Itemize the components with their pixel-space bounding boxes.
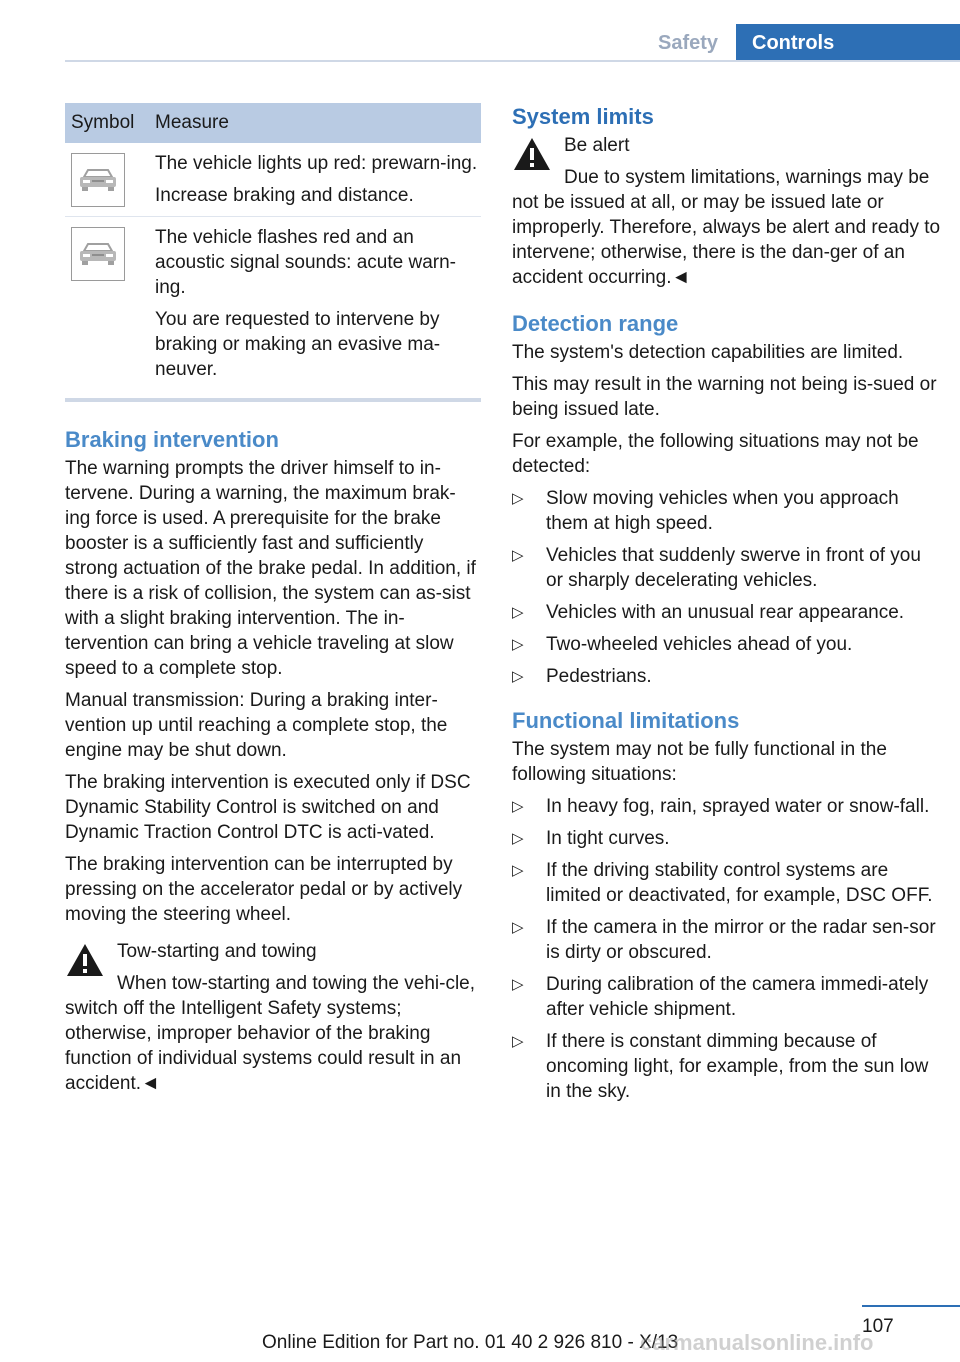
header-rule: [65, 60, 960, 62]
table-row: [65, 217, 481, 393]
paragraph: The system may not be fully functional in the following situations:: [512, 739, 887, 785]
triangle-bullet-icon: ▷: [512, 830, 524, 847]
paragraph: The warning prompts the driver himself to in-tervene. During a warning, the maximum brak-ing force is used. A prerequisite for the brake booster is a sufficiently fast and sufficiently strong actuation of the brake pedal. In addition, if there is a risk of collision, the system can as-sist with a slight braking intervention. The in-tervention can bring a vehicle traveling at slow speed to a complete stop.: [65, 458, 476, 679]
paragraph: The braking intervention is executed only if DSC Dynamic Stability Control is switched on and Dynamic Traction Control DTC is acti-vated.: [65, 772, 471, 843]
system-limits-heading: System limits: [512, 104, 654, 129]
edition-footer: Online Edition for Part no. 01 40 2 926 810 - X/13: [262, 1332, 679, 1353]
list-item: ▷ Slow moving vehicles when you approach them at high speed.: [512, 488, 899, 534]
warning-text: Due to system limitations, warnings may be not be issued at all, or may be issued late or improperly. Therefore, always be alert and ready to intervene; otherwise, there is the dan-ger of an accident occurring.◄: [512, 167, 941, 288]
paragraph: Manual transmission: During a braking inter-vention up until reaching a complete stop, the engine may be shut down.: [65, 690, 448, 761]
list-item: ▷ Vehicles that suddenly swerve in front of you or sharply decelerating vehicles.: [512, 545, 921, 591]
col-symbol-header: Symbol: [65, 103, 151, 143]
measure-line: Increase braking and distance.: [155, 185, 414, 206]
page-number: 107: [862, 1316, 894, 1337]
symbol-table: [65, 103, 481, 392]
triangle-bullet-icon: ▷: [512, 547, 524, 564]
watermark: carmanualsonline.info: [640, 1330, 874, 1355]
triangle-bullet-icon: ▷: [512, 604, 524, 621]
measure-cell: [151, 217, 481, 393]
tab-safety: Safety: [657, 32, 719, 54]
table-row: [65, 143, 481, 217]
warning-text: When tow-starting and towing the vehi-cle, switch off the Intelligent Safety systems; otherwise, improper behavior of the braking function of individual systems could result in an accident.◄: [65, 973, 476, 1094]
left-column: [65, 103, 481, 1103]
list-item: ▷ In heavy fog, rain, sprayed water or snow-fall.: [512, 796, 930, 817]
triangle-bullet-icon: ▷: [512, 862, 524, 879]
towing-warning: [65, 939, 481, 1096]
table-end-rule: [65, 398, 481, 402]
paragraph: For example, the following situations may not be detected:: [512, 431, 919, 477]
list-item: ▷ During calibration of the camera immedi-ately after vehicle shipment.: [512, 974, 929, 1020]
warning-title: Tow-starting and towing: [117, 941, 317, 962]
functional-heading: Functional limitations: [512, 708, 740, 733]
triangle-bullet-icon: ▷: [512, 919, 524, 936]
measure-line: The vehicle flashes red and an acoustic signal sounds: acute warn-ing.: [155, 227, 456, 298]
braking-heading: Braking intervention: [65, 427, 279, 452]
list-item: ▷ In tight curves.: [512, 828, 670, 849]
triangle-bullet-icon: ▷: [512, 798, 524, 815]
col-measure-header: Measure: [151, 103, 481, 143]
car-front-icon: [71, 153, 125, 207]
paragraph: The braking intervention can be interrupted by pressing on the accelerator pedal or by actively moving the steering wheel.: [65, 854, 463, 925]
paragraph: This may result in the warning not being is-sued or being issued late.: [512, 374, 937, 420]
list-item: ▷ Two-wheeled vehicles ahead of you.: [512, 634, 853, 655]
measure-line: The vehicle lights up red: prewarn-ing.: [155, 153, 478, 174]
tab-controls: Controls: [736, 24, 960, 62]
triangle-bullet-icon: ▷: [512, 1033, 524, 1050]
warning-triangle-icon: [512, 136, 552, 172]
functional-list: [512, 794, 942, 1104]
be-alert-warning: [512, 133, 942, 290]
list-item: ▷ If the driving stability control systems are limited or deactivated, for example, DSC OFF.: [512, 860, 933, 906]
detection-heading: Detection range: [512, 311, 679, 336]
paragraph: The system's detection capabilities are limited.: [512, 342, 904, 363]
triangle-bullet-icon: ▷: [512, 490, 524, 507]
list-item: ▷ Vehicles with an unusual rear appearance.: [512, 602, 905, 623]
triangle-bullet-icon: ▷: [512, 976, 524, 993]
detection-list: [512, 486, 942, 689]
warning-title: Be alert: [564, 135, 630, 156]
triangle-bullet-icon: ▷: [512, 636, 524, 653]
list-item: ▷ Pedestrians.: [512, 666, 652, 687]
list-item: ▷ If there is constant dimming because of oncoming light, for example, from the sun low in the sky.: [512, 1031, 929, 1102]
triangle-bullet-icon: ▷: [512, 668, 524, 685]
warning-triangle-icon: [65, 942, 105, 978]
footer-rule: [862, 1305, 960, 1307]
symbol-cell: [65, 143, 151, 217]
car-front-flashing-icon: [71, 227, 125, 281]
measure-cell: [151, 143, 481, 217]
list-item: ▷ If the camera in the mirror or the radar sen-sor is dirty or obscured.: [512, 917, 936, 963]
right-column: [512, 103, 942, 1111]
measure-line: You are requested to intervene by braking or making an evasive ma-neuver.: [155, 309, 441, 380]
symbol-cell: [65, 217, 151, 393]
